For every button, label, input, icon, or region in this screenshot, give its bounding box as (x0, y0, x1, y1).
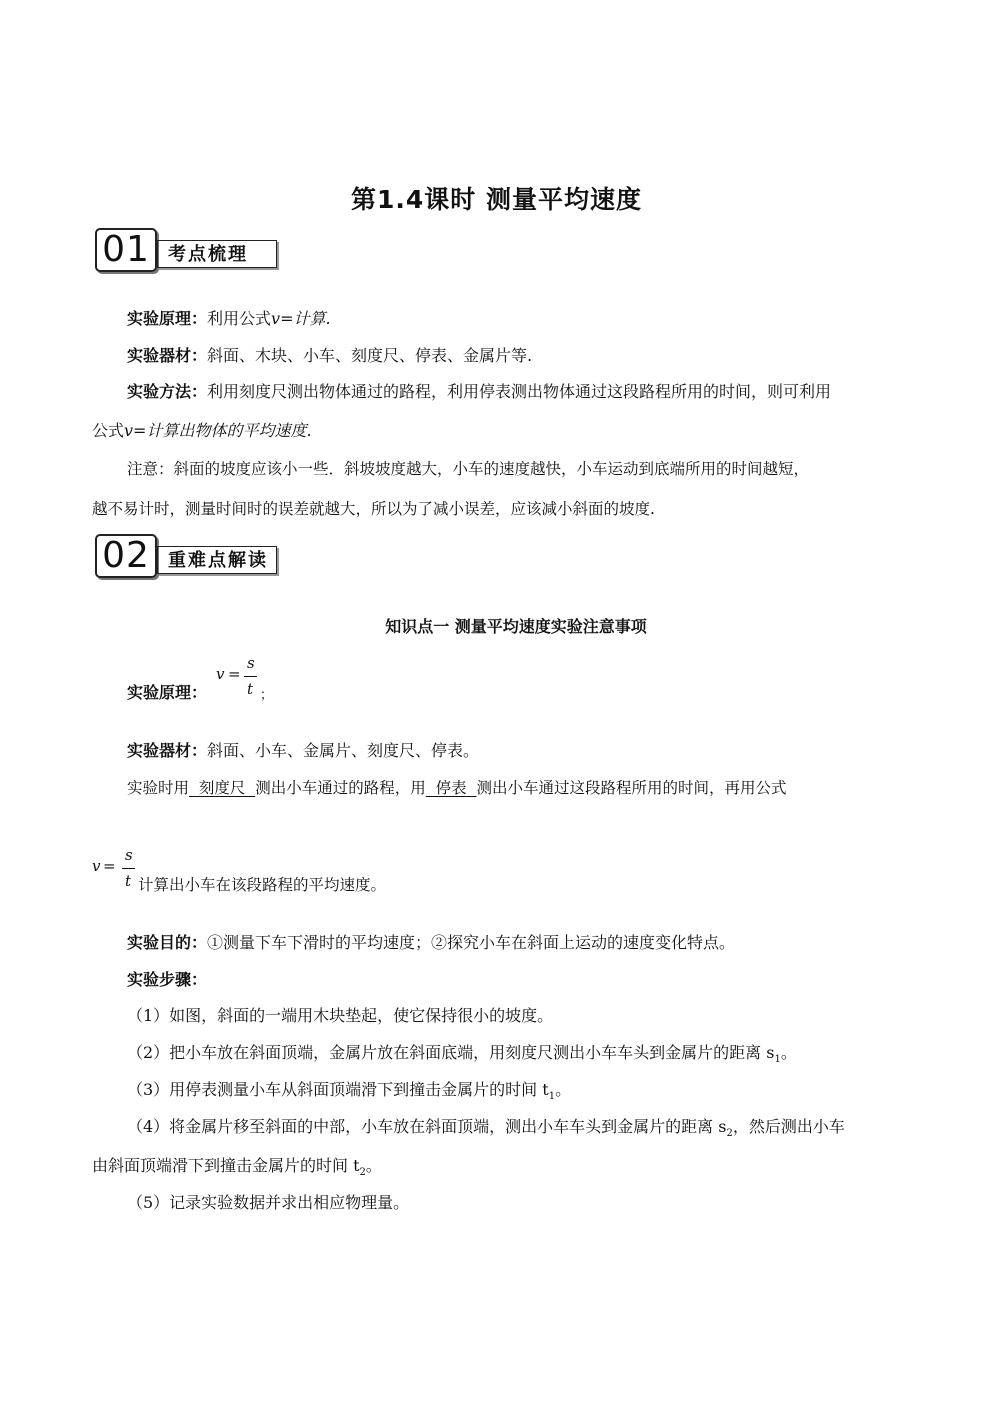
section-label: 重难点解读 (157, 546, 277, 574)
step-2 (127, 1043, 797, 1070)
formula-v: v (216, 665, 225, 683)
exp-line-b: 测出小车通过的路程，用 (255, 779, 426, 797)
principle-label-2: 实验原理： (127, 683, 208, 702)
formula-semicolon: ； (260, 688, 274, 703)
fraction-bar (244, 676, 257, 677)
step4-text: （4）将金属片移至斜面的中部，小车放在斜面顶端，测出小车车头到金属片的距离 s (127, 1117, 727, 1136)
step4-line2-text: 由斜面顶端滑下到撞击金属片的时间 t (92, 1156, 360, 1175)
steps-label: 实验步骤： (127, 970, 208, 989)
method-label: 实验方法： (127, 382, 208, 401)
exp-line-a: 实验时用 (127, 779, 190, 797)
principle-tail: 计算. (293, 309, 331, 328)
method-line (127, 382, 831, 402)
principle-formula: v= (271, 309, 294, 328)
note-line-2: 越不易计时，测量时间时的误差就越大，所以为了减小误差，应该减小斜面的坡度. (92, 500, 655, 518)
step-1: （1）如图，斜面的一端用木块垫起，使它保持很小的坡度。 (127, 1006, 554, 1025)
principle-line (127, 309, 331, 329)
step-4 (127, 1117, 845, 1144)
formula-v: v (92, 857, 101, 875)
experiment-line (127, 778, 786, 798)
equipment-line (127, 346, 532, 366)
step4-line2-end: 。 (365, 1156, 382, 1175)
note-line-1: 注意：斜面的坡度应该小一些．斜坡坡度越大，小车的速度越快，小车运动到底端所用的时间越短， (127, 460, 810, 478)
equipment-label: 实验器材： (127, 346, 208, 365)
formula-s: s (125, 846, 133, 864)
equipment-text-2: 斜面、小车、金属片、刻度尺、停表。 (207, 741, 480, 760)
step2-text: （2）把小车放在斜面顶端，金属片放在斜面底端，用刻度尺测出小车车头到金属片的距离 s (127, 1043, 775, 1062)
fraction-bar (122, 868, 135, 869)
exp-blank-stopwatch: 停表 (425, 779, 477, 797)
equipment-line-2 (127, 741, 479, 761)
step2-sub: 1 (774, 1054, 781, 1066)
formula-s: s (247, 654, 255, 672)
step4-sub: 2 (726, 1128, 733, 1140)
formula-t: t (247, 680, 254, 698)
step2-end: 。 (780, 1043, 797, 1062)
exp-line-c: 测出小车通过这段路程所用的时间，再用公式 (476, 779, 787, 797)
step4-end: ，然后测出小车 (732, 1117, 845, 1136)
step4-line2-sub: 2 (359, 1167, 366, 1179)
method-line2-a: 公式 (92, 421, 125, 440)
step-5: （5）记录实验数据并求出相应物理量。 (127, 1193, 410, 1212)
section-number: 02 (95, 534, 157, 578)
formula-eq: = (103, 857, 116, 875)
exp-blank-ruler: 刻度尺 (189, 779, 256, 797)
step3-sub: 1 (548, 1091, 556, 1103)
purpose-label: 实验目的： (127, 933, 208, 952)
formula-v-eq-s-over-t (216, 654, 276, 703)
method-line2-formula: v= (124, 421, 147, 440)
page-title: 第1.4课时 测量平均速度 (351, 185, 642, 214)
purpose-line (127, 933, 735, 953)
formula-eq: = (228, 665, 241, 683)
step3-end: 。 (555, 1080, 572, 1099)
purpose-text: ①测量下车下滑时的平均速度；②探究小车在斜面上运动的速度变化特点。 (207, 933, 736, 952)
section-label: 考点梳理 (157, 240, 277, 268)
step3-text: （3）用停表测量小车从斜面顶端滑下到撞击金属片的时间 t (127, 1080, 549, 1099)
step-4-line-2 (92, 1156, 382, 1183)
principle-text: 利用公式 (207, 309, 272, 328)
exp-line-2-tail: 计算出小车在该段路程的平均速度。 (138, 876, 387, 894)
method-text: 利用刻度尺测出物体通过的路程，利用停表测出物体通过这段路程所用的时间，则可利用 (207, 382, 832, 401)
step-3 (127, 1080, 571, 1107)
knowledge-title: 知识点一 测量平均速度实验注意事项 (385, 617, 647, 636)
equipment-text: 斜面、木块、小车、刻度尺、停表、金属片等. (207, 346, 533, 365)
principle-label: 实验原理： (127, 309, 208, 328)
method-line2-b: 计算出物体的平均速度. (146, 421, 312, 440)
section-number: 01 (95, 228, 157, 272)
formula-t: t (125, 872, 132, 890)
formula-v-eq-s-over-t-2 (92, 846, 142, 892)
method-line-2 (92, 421, 312, 441)
equipment-label-2: 实验器材： (127, 741, 208, 760)
